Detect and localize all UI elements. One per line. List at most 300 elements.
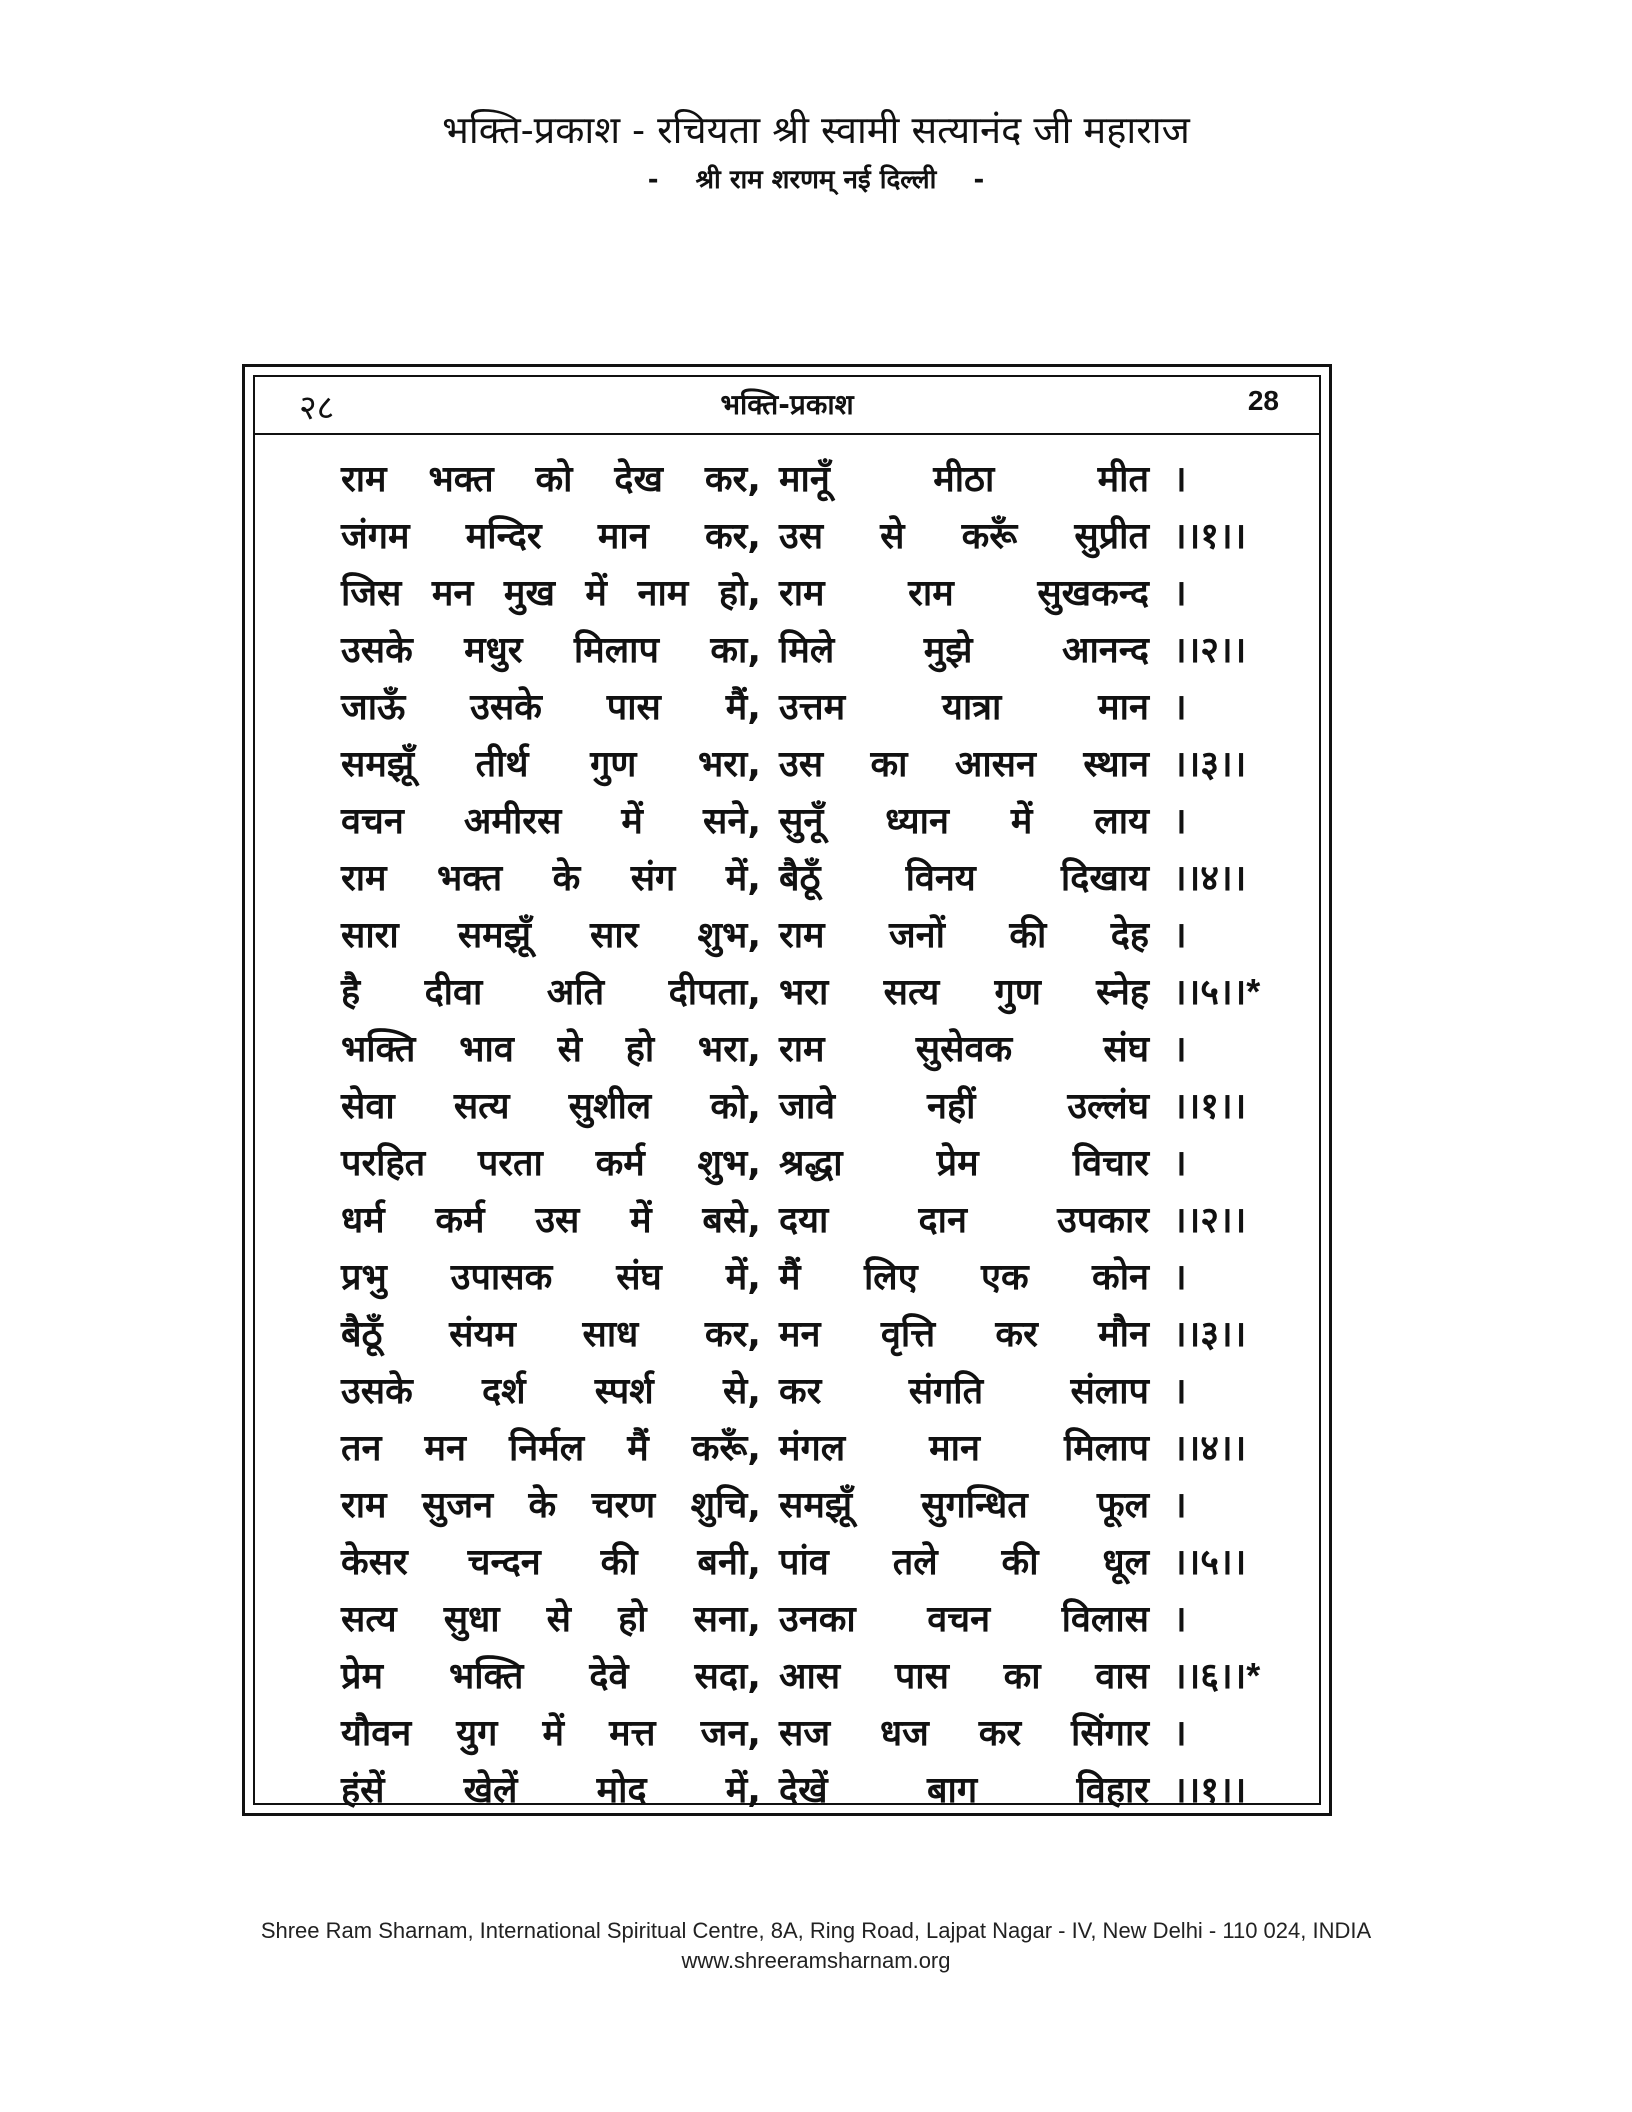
verse-line [341, 681, 1261, 738]
verse-second-half [779, 966, 1149, 1015]
verse-first-half [341, 1194, 761, 1243]
verse-word: में, [725, 1257, 761, 1298]
verse-second-half [779, 1650, 1149, 1699]
verse-word: का [1003, 1656, 1041, 1697]
verse-word: संघ [616, 1257, 662, 1298]
verse-word: उसके [341, 1371, 413, 1412]
verse-line [341, 1023, 1261, 1080]
verse-word: उस [779, 516, 824, 557]
verse-word: सने, [703, 801, 761, 842]
verse-first-half [341, 1080, 761, 1129]
verse-end-mark: । [1173, 1484, 1187, 1525]
verse-word: ध्यान [885, 801, 949, 842]
verse-word: उल्लंघ [1067, 1086, 1149, 1127]
verse-word: राम [341, 1485, 387, 1526]
verse-end-mark: ।।५।। [1173, 971, 1247, 1012]
verse-line [341, 966, 1261, 1023]
verse-first-half [341, 852, 761, 901]
verse-word: राम [341, 858, 387, 899]
verse-word: धर्म [341, 1200, 385, 1241]
verse-word: उस [535, 1200, 580, 1241]
verse-word: समझूँ [457, 915, 531, 956]
verse-word: पांव [779, 1542, 829, 1583]
verse-word: निर्मल [508, 1428, 585, 1469]
header-dash-left: - [647, 165, 659, 195]
verse-word: मुझे [923, 630, 973, 671]
verse-word: दिखाय [1060, 858, 1149, 899]
verse-end-mark: । [1173, 914, 1187, 955]
verse-end-mark: ।।२।। [1173, 629, 1247, 670]
verse-word: जंगम [341, 516, 410, 557]
verse-end-mark: ।।५।। [1173, 1541, 1247, 1582]
verse-first-half [341, 966, 761, 1015]
verse-word: कर, [704, 459, 761, 500]
verse-word: में, [725, 858, 761, 899]
verse-word: मधुर [464, 630, 523, 671]
verse-word: राम [779, 915, 825, 956]
verse-word: को [535, 459, 573, 500]
verse-word: वचन [341, 801, 404, 842]
verse-end-mark: ।।४।। [1173, 857, 1247, 898]
header-subtitle: श्री राम शरणम् नई दिल्ली [695, 165, 937, 195]
verse-word: मन्दिर [465, 516, 542, 557]
verse-end-mark: । [1173, 1028, 1187, 1069]
verse-word: भक्ति [341, 1029, 416, 1070]
verse-line [341, 1536, 1261, 1593]
verse-word: भक्ति [448, 1656, 524, 1697]
verse-word: कर [978, 1713, 1022, 1754]
verse-word: अमीरस [463, 801, 562, 842]
verse-word: राम [908, 573, 954, 614]
verse-word: वास [1095, 1656, 1149, 1697]
verse-line [341, 1137, 1261, 1194]
verse-word: मन [779, 1314, 821, 1355]
verse-word: सुनूँ [779, 801, 824, 842]
verse-word: सुप्रीत [1074, 516, 1149, 557]
verse-word: मान [1098, 687, 1149, 728]
verse-word: दान [918, 1200, 967, 1241]
verse-first-half [341, 453, 761, 502]
verse-first-half [341, 1251, 761, 1300]
verse-line [341, 510, 1261, 567]
verse-word: धूल [1102, 1542, 1149, 1583]
verse-word: यौवन [341, 1713, 412, 1754]
verse-word: नहीं [926, 1086, 976, 1127]
verse-word: गुण [994, 972, 1041, 1013]
verse-word: विलास [1061, 1599, 1149, 1640]
verse-word: मैं [627, 1428, 649, 1469]
verse-word: कर्म [595, 1143, 645, 1184]
verse-second-half [779, 1536, 1149, 1585]
verse-end-mark: । [1173, 686, 1187, 727]
verse-word: चरण [591, 1485, 656, 1526]
verse-word: आस [779, 1656, 841, 1697]
verse-word: में [630, 1200, 652, 1241]
verse-word: करूँ [961, 516, 1018, 557]
verse-word: देवे [589, 1656, 629, 1697]
verse-word: की [1009, 915, 1047, 956]
verse-word: विहार [1076, 1770, 1149, 1811]
verse-word: जनों [888, 915, 945, 956]
verse-word: केसर [341, 1542, 408, 1583]
verse-word: स्नेह [1096, 972, 1149, 1013]
verse-second-half [779, 1422, 1149, 1471]
verse-word: हो [618, 1599, 647, 1640]
verse-word: संगति [908, 1371, 984, 1412]
verse-first-half [341, 909, 761, 958]
verse-word: दया [779, 1200, 829, 1241]
verse-second-half [779, 567, 1149, 616]
verse-first-half [341, 1308, 761, 1357]
verse-second-half [779, 738, 1149, 787]
header-title: भक्ति-प्रकाश - रचियता श्री स्वामी सत्यानंद जी महाराज [442, 108, 1190, 152]
verse-word: संघ [1103, 1029, 1149, 1070]
verse-word: चन्दन [467, 1542, 541, 1583]
verse-second-half [779, 1308, 1149, 1357]
verse-word: भरा [779, 972, 829, 1013]
verse-word: विचार [1072, 1143, 1149, 1184]
verse-second-half [779, 1251, 1149, 1300]
verse-line [341, 1308, 1261, 1365]
verse-word: कर [779, 1371, 822, 1412]
verse-word: एक [981, 1257, 1029, 1298]
verse-second-half [779, 1194, 1149, 1243]
verse-line [341, 453, 1261, 510]
verse-first-half [341, 624, 761, 673]
verse-word: कर, [704, 516, 761, 557]
verse-second-half [779, 681, 1149, 730]
verse-line [341, 909, 1261, 966]
verse-word: शुभ, [697, 1143, 761, 1184]
verse-line [341, 738, 1261, 795]
verse-end-mark: । [1173, 458, 1187, 499]
verse-word: सुसेवक [915, 1029, 1013, 1070]
verse-end-mark: । [1173, 1370, 1187, 1411]
verse-word: प्रभु [341, 1257, 387, 1298]
verse-word: मिले [779, 630, 835, 671]
verse-word: वचन [927, 1599, 991, 1640]
verse-word: जन, [700, 1713, 761, 1754]
verse-word: मुख [503, 573, 555, 614]
verse-word: से, [722, 1371, 761, 1412]
verse-first-half [341, 1707, 761, 1756]
verse-word: कोन [1092, 1257, 1149, 1298]
verse-word: परहित [341, 1143, 426, 1184]
verse-first-half [341, 1536, 761, 1585]
verse-word: बनी, [697, 1542, 761, 1583]
verse-word: मैं [779, 1257, 801, 1298]
verse-word: के [528, 1485, 557, 1526]
verse-word: उपासक [450, 1257, 553, 1298]
verse-word: श्रद्धा [779, 1143, 843, 1184]
header-dash-right: - [973, 165, 985, 195]
verse-word: भरा, [697, 1029, 761, 1070]
verse-word: का, [710, 630, 761, 671]
verse-word: साध [582, 1314, 639, 1355]
verse-second-half [779, 510, 1149, 559]
book-title: भक्ति-प्रकाश [720, 388, 854, 421]
verse-word: उनका [779, 1599, 856, 1640]
verse-word: विनय [905, 858, 976, 899]
verse-word: से [557, 1029, 582, 1070]
verse-first-half [341, 1593, 761, 1642]
verse-second-half [779, 909, 1149, 958]
verse-word: मैं, [725, 687, 761, 728]
verse-word: मत्त [609, 1713, 656, 1754]
verse-word: समझूँ [779, 1485, 853, 1526]
page-frame-inner [253, 375, 1321, 1811]
verse-word: में [1010, 801, 1033, 842]
verse-word: करूँ, [691, 1428, 761, 1469]
verse-word: कर, [704, 1314, 761, 1355]
verse-word: में [585, 573, 607, 614]
verse-word: मोद [596, 1770, 647, 1811]
verse-word: की [1001, 1542, 1039, 1583]
verse-word: समझूँ [341, 744, 415, 785]
verse-second-half [779, 453, 1149, 502]
verse-end-mark: ।।२।। [1173, 1199, 1247, 1240]
verse-second-half [779, 1137, 1149, 1186]
verse-word: सारा [341, 915, 399, 956]
verse-word: कर्म [435, 1200, 485, 1241]
verse-star-mark: * [1246, 971, 1261, 1012]
document-footer [0, 1916, 1632, 1976]
verse-word: जावे [779, 1086, 836, 1127]
verse-word: मिलाप [573, 630, 659, 671]
verse-word: भाव [459, 1029, 514, 1070]
verse-second-half [779, 795, 1149, 844]
verse-word: सार [590, 915, 639, 956]
verse-word: आसन [954, 744, 1036, 785]
verse-word: मान [929, 1428, 980, 1469]
verse-end-mark: । [1173, 800, 1187, 841]
verse-word: सत्य [341, 1599, 397, 1640]
verse-word: दीवा [424, 972, 483, 1013]
verse-line [341, 795, 1261, 852]
verse-word: तीर्थ [475, 744, 529, 785]
verse-word: सुगन्धित [921, 1485, 1028, 1526]
verse-first-half [341, 1365, 761, 1414]
verse-word: सुजन [422, 1485, 494, 1526]
verse-word: मीठा [933, 459, 995, 500]
verse-word: कर [995, 1314, 1038, 1355]
verse-word: मौन [1098, 1314, 1149, 1355]
document-header [0, 104, 1632, 200]
verse-line [341, 1365, 1261, 1422]
verse-word: मान [597, 516, 649, 557]
verse-word: के [552, 858, 581, 899]
verse-word: में, [725, 1770, 761, 1811]
verse-word: पास [606, 687, 661, 728]
verse-word: लाय [1094, 801, 1149, 842]
verse-end-mark: । [1173, 1142, 1187, 1183]
verse-word: राम [779, 1029, 825, 1070]
verse-word: सिंगार [1071, 1713, 1149, 1754]
verse-first-half [341, 1479, 761, 1528]
verse-end-mark: ।।३।। [1173, 1313, 1247, 1354]
verse-first-half [341, 510, 761, 559]
verse-line [341, 1080, 1261, 1137]
verse-word: जाऊँ [341, 687, 406, 728]
verse-word: मन [431, 573, 474, 614]
verse-first-half [341, 1023, 761, 1072]
verse-first-half [341, 681, 761, 730]
footer-address: Shree Ram Sharnam, International Spiritual Centre, 8A, Ring Road, Lajpat Nagar - IV, New Delhi - 110 024, INDIA [260, 1918, 1372, 1943]
verse-end-mark: । [1173, 1598, 1187, 1639]
verse-second-half [779, 1707, 1149, 1756]
verse-second-half [779, 1023, 1149, 1072]
verse-word: राम [779, 573, 825, 614]
verse-word: मानूँ [779, 459, 830, 500]
verse-word: सना, [693, 1599, 761, 1640]
verse-word: को, [710, 1086, 761, 1127]
verse-word: वृत्ति [880, 1314, 936, 1355]
verse-word: राम [341, 459, 387, 500]
footer-website: www.shreeramsharnam.org [681, 1948, 951, 1973]
verse-word: प्रेम [341, 1656, 384, 1697]
verse-line [341, 1650, 1261, 1707]
verse-word: मंगल [779, 1428, 846, 1469]
verse-word: सत्य [883, 972, 940, 1013]
verse-word: धज [879, 1713, 929, 1754]
verse-first-half [341, 1422, 761, 1471]
verse-word: संयम [449, 1314, 516, 1355]
verse-word: संलाप [1070, 1371, 1149, 1412]
verse-word: से [546, 1599, 571, 1640]
verse-second-half [779, 1365, 1149, 1414]
verse-word: हंसें [341, 1770, 385, 1811]
verse-word: नाम [637, 573, 689, 614]
verse-word: का [870, 744, 908, 785]
verse-line [341, 1251, 1261, 1308]
verse-line [341, 1479, 1261, 1536]
verse-word: है [341, 972, 361, 1013]
verse-end-mark: । [1173, 1256, 1187, 1297]
verse-word: दीपता, [668, 972, 761, 1013]
page-number-devanagari: २८ [299, 388, 335, 428]
verse-second-half [779, 1593, 1149, 1642]
verse-second-half [779, 1080, 1149, 1129]
verse-word: स्थान [1083, 744, 1149, 785]
verse-end-mark: । [1173, 572, 1187, 613]
verse-second-half [779, 852, 1149, 901]
verse-word: तले [892, 1542, 938, 1583]
verse-word: खेलें [463, 1770, 518, 1811]
verse-word: की [600, 1542, 638, 1583]
verse-word: उसके [341, 630, 413, 671]
verse-word: सुशील [568, 1086, 652, 1127]
verse-end-mark: ।।६।। [1173, 1655, 1247, 1696]
verse-word: उत्तम [779, 687, 846, 728]
verse-end-mark: ।।३।। [1173, 743, 1247, 784]
verse-line [341, 1707, 1261, 1764]
verse-word: गुण [590, 744, 637, 785]
verse-star-mark: * [1246, 1655, 1261, 1696]
verse-line [341, 1194, 1261, 1251]
verse-word: बैठूँ [341, 1314, 383, 1355]
verse-word: सदा, [694, 1656, 761, 1697]
verse-word: बसे, [702, 1200, 761, 1241]
verse-word: भरा, [697, 744, 761, 785]
header-subtitle-row [0, 160, 1632, 200]
verse-first-half [341, 738, 761, 787]
verse-word: लिए [863, 1257, 918, 1298]
verse-word: सत्य [453, 1086, 510, 1127]
verse-word: जिस [341, 573, 402, 614]
verse-word: स्पर्श [594, 1371, 654, 1412]
verse-word: अति [546, 972, 605, 1013]
verse-line [341, 1764, 1261, 1821]
verse-word: तन [341, 1428, 382, 1469]
verse-word: शुचि, [690, 1485, 761, 1526]
verse-word: उस [779, 744, 824, 785]
verse-word: सुधा [443, 1599, 500, 1640]
verse-word: प्रेम [936, 1143, 979, 1184]
verse-word: पास [894, 1656, 949, 1697]
verse-word: आनन्द [1061, 630, 1149, 671]
verse-word: में [621, 801, 643, 842]
verse-line [341, 567, 1261, 624]
verse-end-mark: ।।१।। [1173, 1085, 1247, 1126]
verse-word: हो, [718, 573, 761, 614]
verse-word: शुभ, [697, 915, 761, 956]
verse-first-half [341, 567, 761, 616]
verse-word: फूल [1096, 1485, 1149, 1526]
verse-end-mark: ।।१।। [1173, 515, 1247, 556]
verse-word: उसके [470, 687, 542, 728]
verse-line [341, 624, 1261, 681]
verse-word: संग [630, 858, 676, 899]
verse-end-mark: ।।४।। [1173, 1427, 1247, 1468]
verse-word: बाग [926, 1770, 978, 1811]
verse-end-mark: । [1173, 1712, 1187, 1753]
verse-first-half [341, 1137, 761, 1186]
verse-word: से [880, 516, 905, 557]
book-page-header [255, 377, 1319, 435]
verse-word: परता [477, 1143, 543, 1184]
verse-word: में [542, 1713, 565, 1754]
verse-word: मन [424, 1428, 466, 1469]
verse-word: बैठूँ [779, 858, 821, 899]
verse-word: उपकार [1057, 1200, 1149, 1241]
verse-word: युग [456, 1713, 498, 1754]
verse-word: देखें [779, 1770, 828, 1811]
verse-line [341, 1593, 1261, 1650]
verse-second-half [779, 624, 1149, 673]
verse-word: सेवा [341, 1086, 395, 1127]
verse-word: सुखकन्द [1037, 573, 1149, 614]
verse-word: दर्श [481, 1371, 526, 1412]
page-number: 28 [1247, 385, 1279, 416]
verse-list [341, 453, 1261, 1821]
verse-word: भक्त [437, 858, 503, 899]
verse-word: देह [1110, 915, 1149, 956]
verse-second-half [779, 1764, 1149, 1813]
verse-word: सज [779, 1713, 831, 1754]
verse-line [341, 852, 1261, 909]
verse-first-half [341, 795, 761, 844]
verse-end-mark: ।।१।। [1173, 1769, 1247, 1810]
verse-first-half [341, 1650, 761, 1699]
verse-second-half [779, 1479, 1149, 1528]
verse-word: मीत [1097, 459, 1149, 500]
verse-word: भक्त [428, 459, 494, 500]
verse-word: यात्रा [941, 687, 1002, 728]
verse-word: हो [625, 1029, 655, 1070]
verse-line [341, 1422, 1261, 1479]
verse-first-half [341, 1764, 761, 1813]
verse-word: मिलाप [1063, 1428, 1149, 1469]
